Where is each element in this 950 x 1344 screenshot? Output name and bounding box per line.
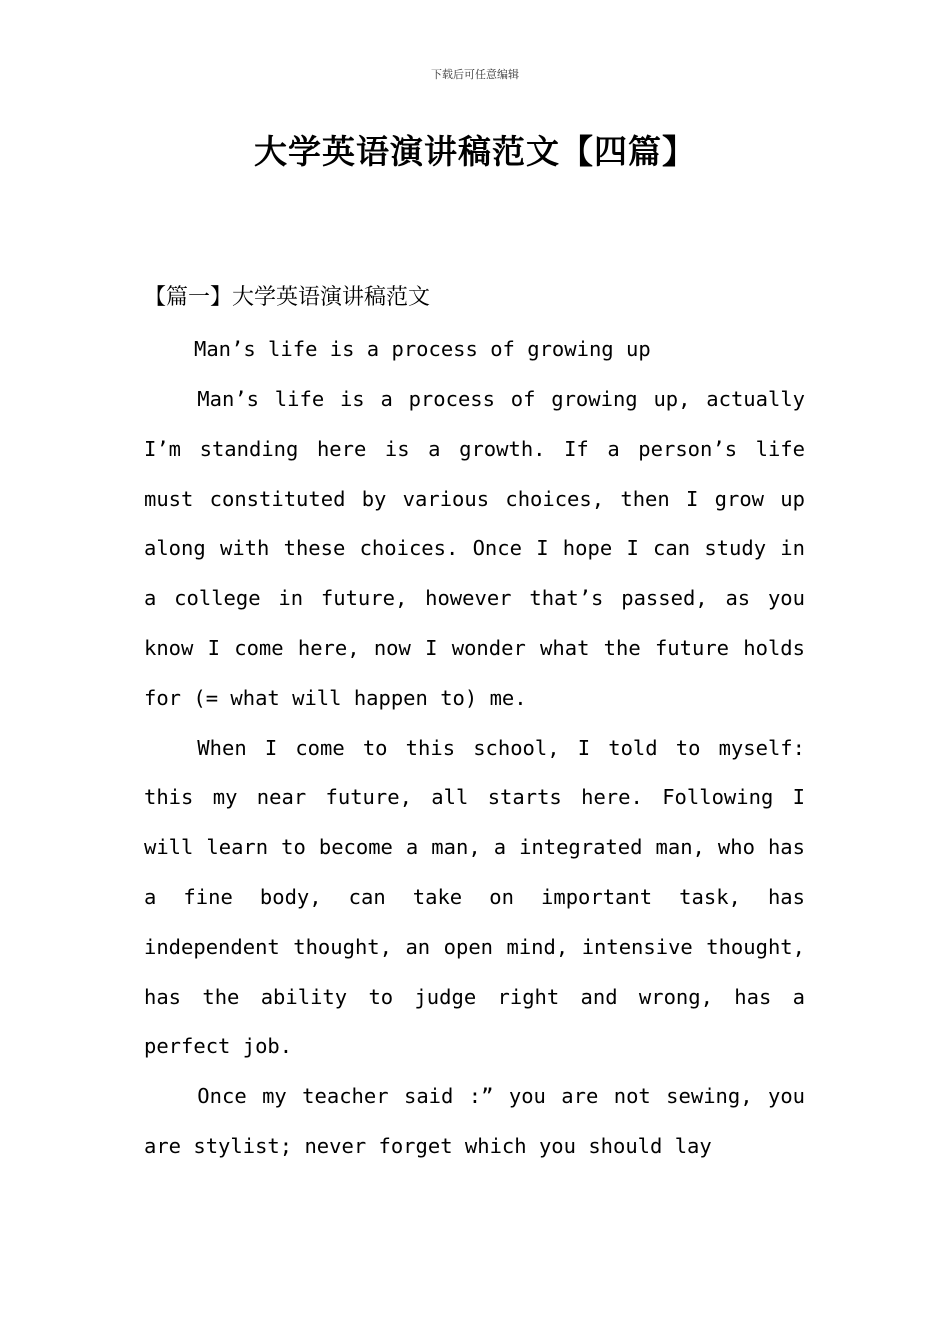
paragraph: Man’s life is a process of growing up, actually I’m standing here is a growth. If a person’s life must constituted by various choices, then I grow up along with these choices. Once I hope I can study in a college in future, however that’s passed, as you know I come here, now I wonder what the future holds for (= what will happen to) me. (144, 387, 805, 710)
paragraph: Once my teacher said :” you are not sewing, you are stylist; never forget which you should lay (144, 1084, 805, 1158)
document-title: 大学英语演讲稿范文【四篇】 (254, 132, 696, 171)
section-heading: 【篇一】大学英语演讲稿范文 (144, 285, 431, 310)
speech-subtitle: Man’s life is a process of growing up (194, 337, 651, 361)
speech-body (144, 375, 805, 1172)
paragraph: When I come to this school, I told to myself: this my near future, all starts here. Following I will learn to become a man, a integrated man, who has a fine body, can take on important task, has independent thought, an open mind, intensive thought, has the ability to judge right and wrong, has a perfect job. (144, 735, 805, 1059)
page-header: 下载后可任意编辑 (431, 68, 519, 81)
